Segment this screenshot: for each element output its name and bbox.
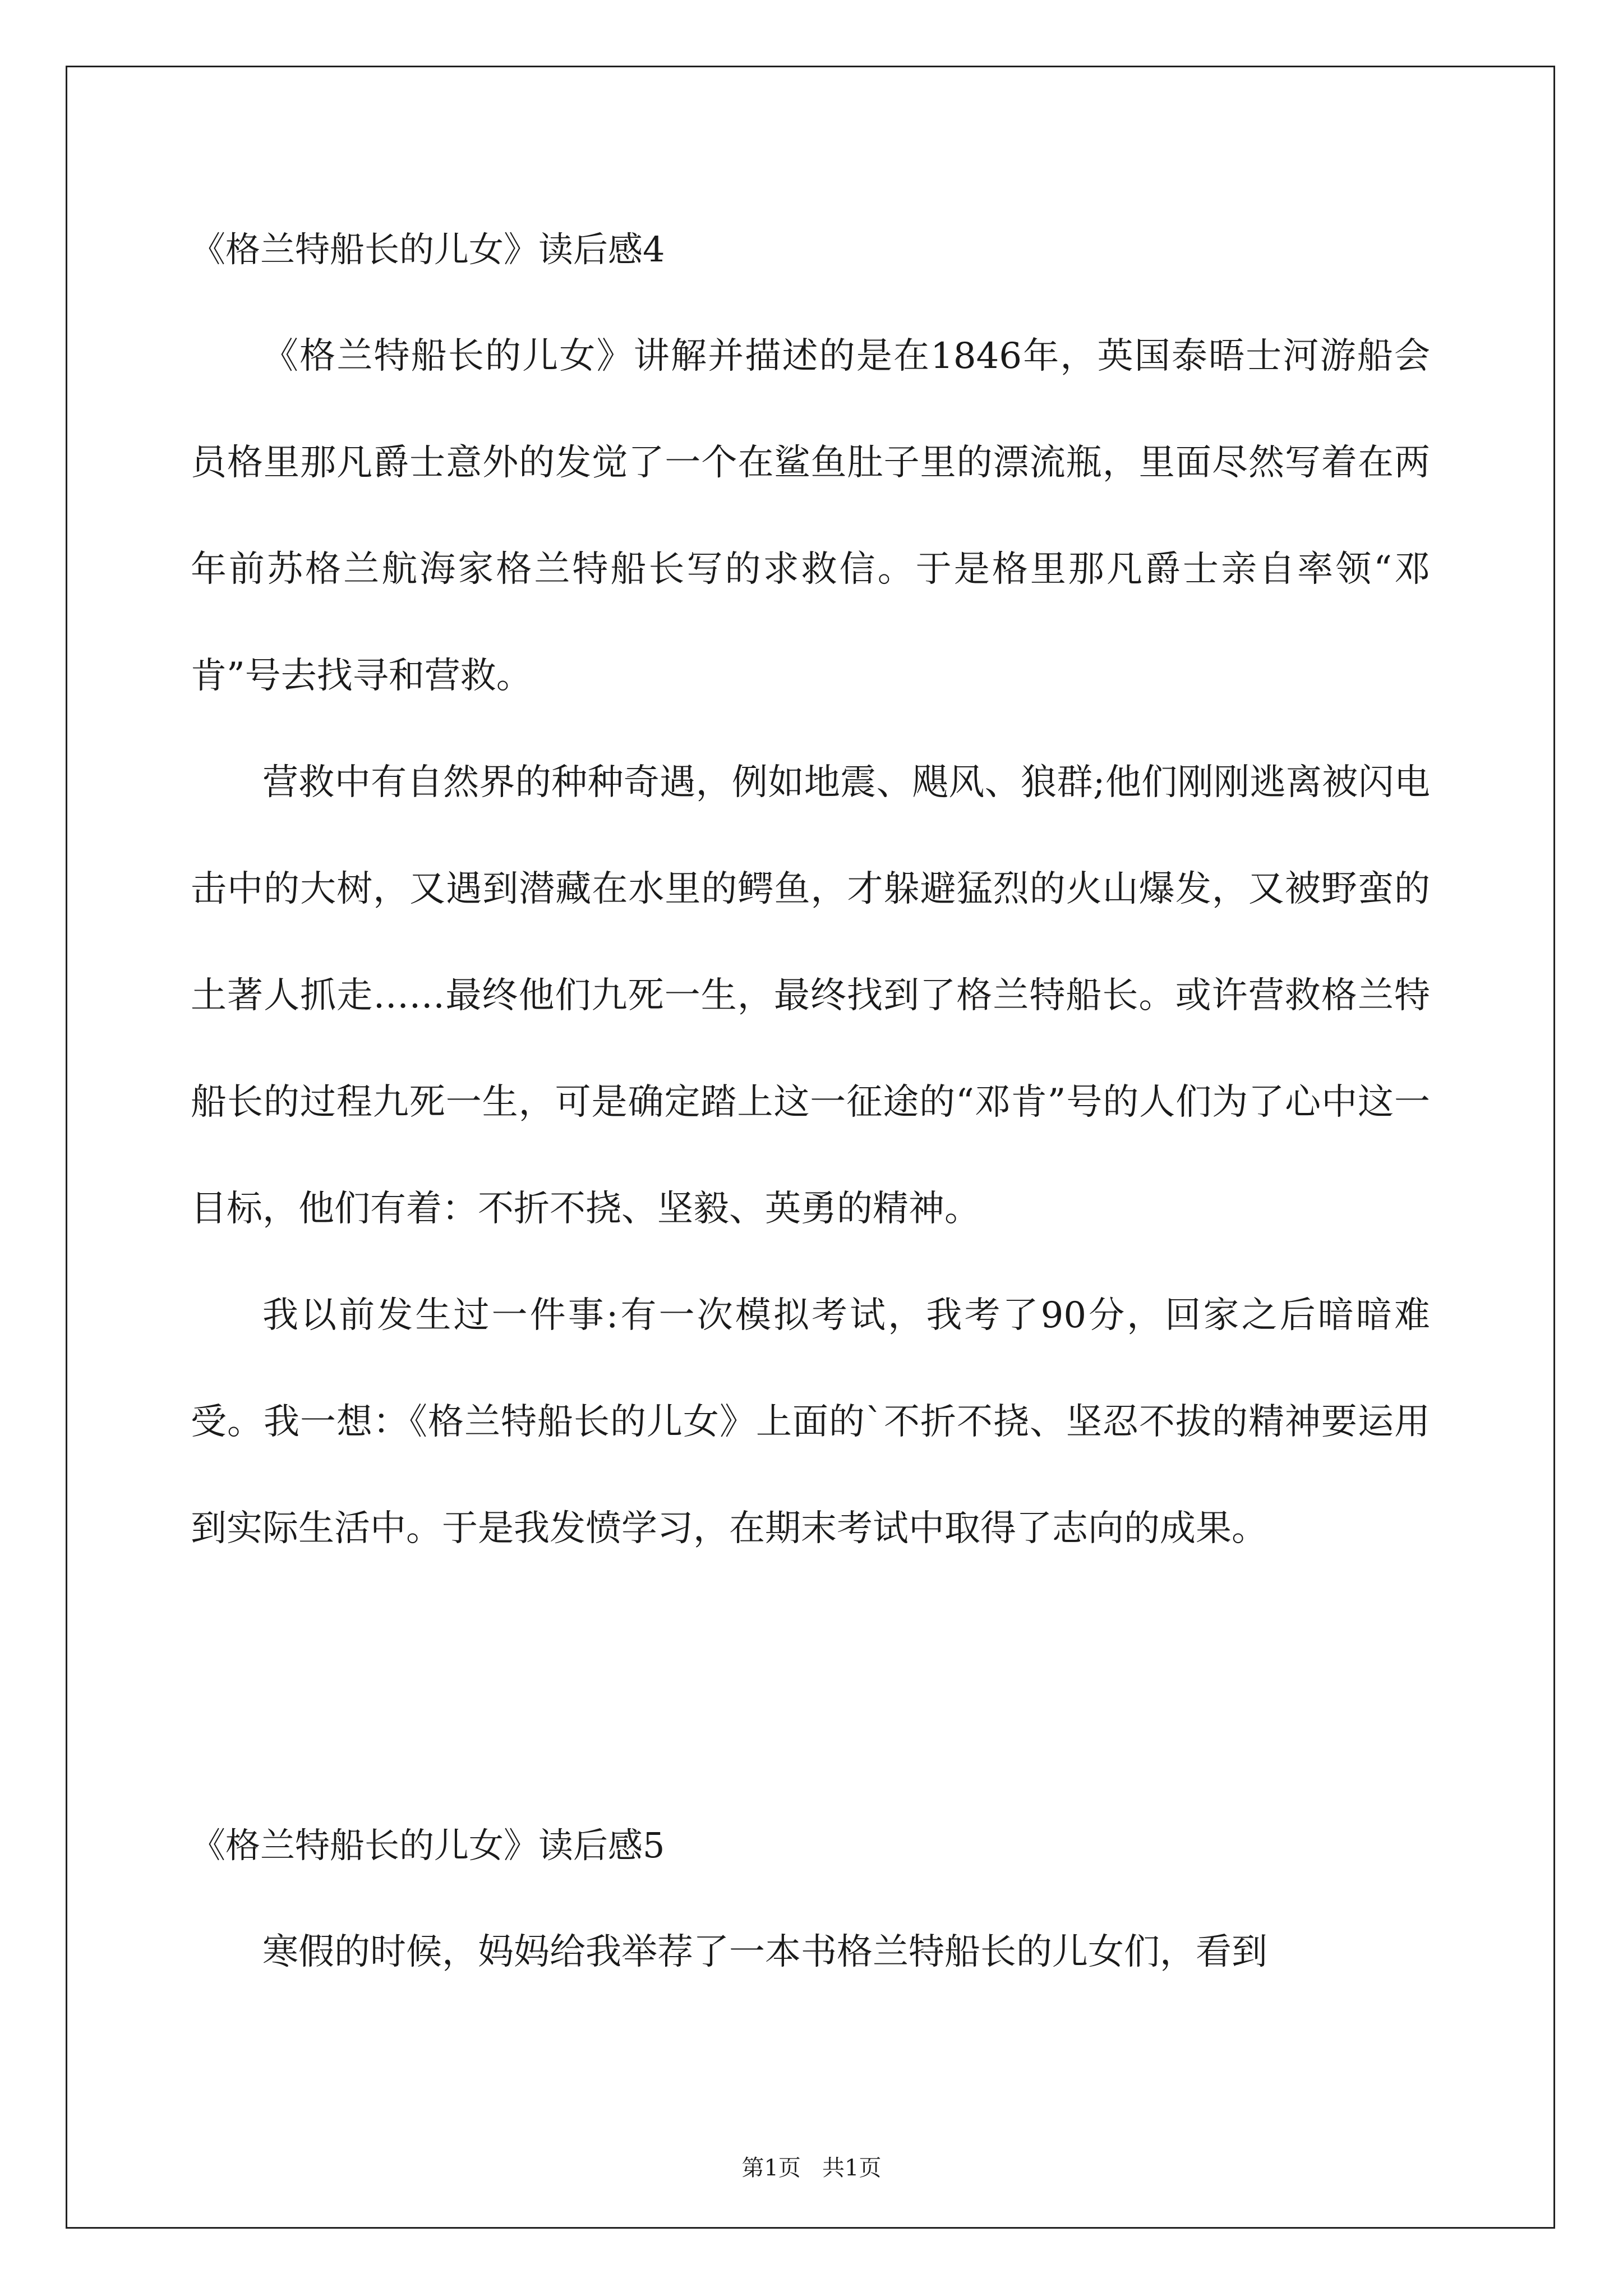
paragraph: 《格兰特船长的儿女》讲解并描述的是在1846年，英国泰晤士河游船会员格里那凡爵士意外的发觉了一个在鲨鱼肚子里的漂流瓶，里面尽然写着在两年前苏格兰航海家格兰特船长写的求救信。于是格里那凡爵士亲自率领“邓肯”号去找寻和营救。 <box>191 335 1430 697</box>
section-4-heading: 《格兰特船长的儿女》读后感4 <box>191 229 665 270</box>
section-5-heading: 《格兰特船长的儿女》读后感5 <box>191 1825 665 1866</box>
paragraph: 营救中有自然界的种种奇遇，例如地震、飓风、狼群;他们刚刚逃离被闪电击中的大树，又遇到潜藏在水里的鳄鱼，才躲避猛烈的火山爆发，又被野蛮的土著人抓走……最终他们九死一生，最终找到了格兰特船长。或许营救格兰特船长的过程九死一生，可是确定踏上这一征途的“邓肯”号的人们为了心中这一目标，他们有着：不折不挠、坚毅、英勇的精神。 <box>191 762 1430 1230</box>
section-5 <box>191 1792 1430 2005</box>
paragraph: 寒假的时候，妈妈给我举荐了一本书格兰特船长的儿女们，看到 <box>262 1931 1267 1973</box>
page-footer: 第1页 共1页 <box>741 2155 882 2181</box>
paragraph: 我以前发生过一件事:有一次模拟考试，我考了90分，回家之后暗暗难受。我一想：《格兰特船长的儿女》上面的`不折不挠、坚忍不拔的精神要运用到实际生活中。于是我发愤学习，在期末考试中取得了志向的成果。 <box>191 1295 1430 1549</box>
section-4 <box>191 196 1430 1582</box>
